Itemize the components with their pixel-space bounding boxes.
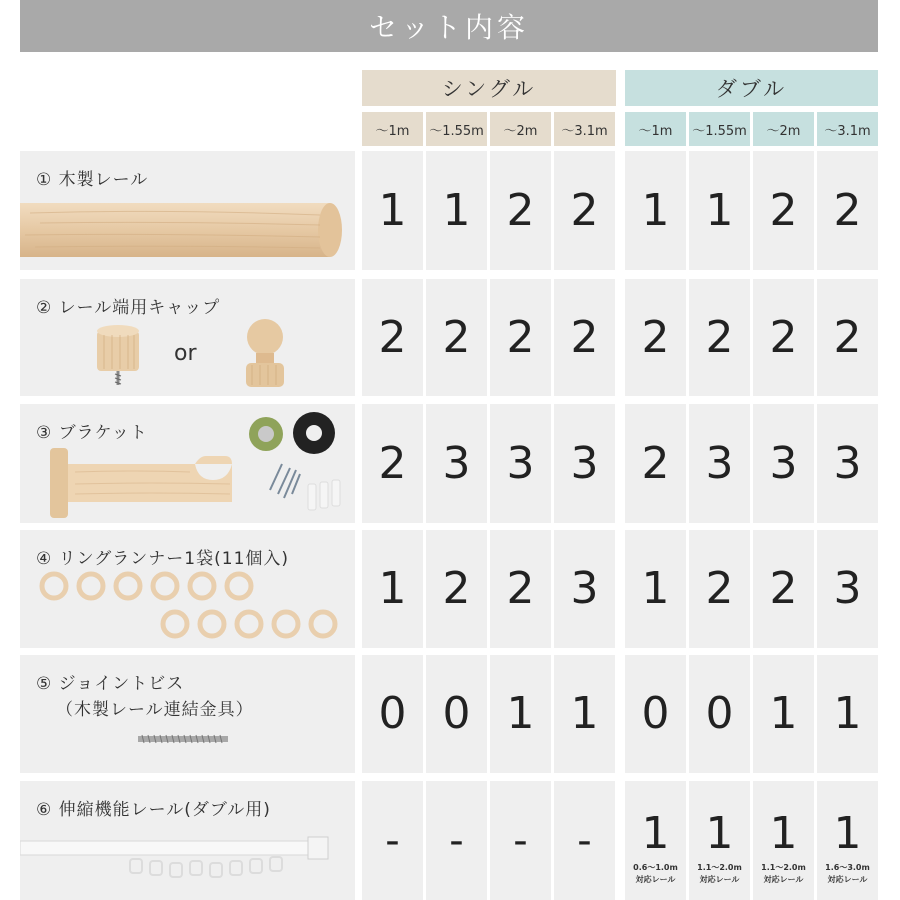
quantity-value: 0 bbox=[442, 688, 471, 739]
quantity-cell bbox=[817, 781, 878, 900]
quantity-cell bbox=[362, 530, 423, 648]
quantity-value: 3 bbox=[506, 437, 535, 489]
quantity-value: 0 bbox=[705, 688, 734, 739]
quantity-cell bbox=[426, 404, 487, 523]
quantity-cell bbox=[817, 655, 878, 773]
quantity-cell bbox=[625, 151, 686, 270]
item-label: ② レール端用キャップ bbox=[36, 298, 221, 318]
quantity-cell bbox=[689, 404, 750, 523]
quantity-cell bbox=[426, 781, 487, 900]
quantity-value: 1 bbox=[769, 688, 798, 739]
quantity-cell bbox=[625, 655, 686, 773]
quantity-value: 2 bbox=[833, 311, 862, 363]
quantity-cell bbox=[753, 279, 814, 396]
quantity-value: 2 bbox=[378, 437, 407, 489]
item-ring-runner bbox=[20, 530, 355, 648]
quantity-cell bbox=[689, 151, 750, 270]
quantity-cell bbox=[753, 655, 814, 773]
rail-range-note: 1.1〜2.0m 対応レール bbox=[761, 863, 806, 884]
item-label: ① 木製レール bbox=[36, 170, 149, 190]
quantity-value: 1 bbox=[641, 563, 670, 614]
size-header: 〜1m bbox=[625, 112, 686, 146]
quantity-value: - bbox=[513, 817, 528, 864]
quantity-cell bbox=[426, 530, 487, 648]
quantity-cell bbox=[753, 781, 814, 900]
single-group-header: シングル bbox=[362, 70, 616, 106]
quantity-value: 3 bbox=[833, 563, 862, 614]
quantity-value: - bbox=[385, 817, 400, 864]
quantity-value: 2 bbox=[570, 184, 599, 236]
item-telescopic-rail bbox=[20, 781, 355, 900]
quantity-cell bbox=[426, 279, 487, 396]
item-label: ④ リングランナー1袋(11個入) bbox=[36, 549, 290, 569]
double-group-header: ダブル bbox=[625, 70, 878, 106]
quantity-cell bbox=[554, 404, 615, 523]
item-joint-screw bbox=[20, 655, 355, 773]
quantity-value: 1 bbox=[641, 808, 670, 859]
quantity-value: 2 bbox=[705, 563, 734, 614]
quantity-cell bbox=[625, 404, 686, 523]
quantity-value: 2 bbox=[378, 311, 407, 363]
size-header: 〜1.55m bbox=[426, 112, 487, 146]
quantity-value: 2 bbox=[641, 437, 670, 489]
quantity-value: 2 bbox=[705, 311, 734, 363]
quantity-value: - bbox=[449, 817, 464, 864]
quantity-cell bbox=[625, 279, 686, 396]
quantity-value: 1 bbox=[705, 808, 734, 859]
quantity-value: 2 bbox=[506, 563, 535, 614]
or-text: or bbox=[174, 341, 197, 366]
quantity-value: 2 bbox=[442, 563, 471, 614]
quantity-cell bbox=[490, 279, 551, 396]
item-label: ⑤ ジョイントビス bbox=[36, 674, 185, 694]
quantity-cell bbox=[490, 151, 551, 270]
quantity-cell bbox=[554, 151, 615, 270]
quantity-value: 1 bbox=[705, 184, 734, 236]
joint-screw-image bbox=[20, 655, 355, 773]
quantity-cell bbox=[753, 530, 814, 648]
quantity-cell bbox=[625, 781, 686, 900]
quantity-value: 2 bbox=[769, 184, 798, 236]
quantity-cell bbox=[554, 781, 615, 900]
quantity-value: 1 bbox=[378, 563, 407, 614]
quantity-value: 0 bbox=[641, 688, 670, 739]
item-sublabel: （木製レール連結金具） bbox=[56, 700, 254, 720]
quantity-cell bbox=[490, 404, 551, 523]
quantity-cell bbox=[753, 404, 814, 523]
quantity-cell bbox=[625, 530, 686, 648]
quantity-cell bbox=[689, 655, 750, 773]
quantity-value: 2 bbox=[506, 184, 535, 236]
size-header: 〜3.1m bbox=[817, 112, 878, 146]
rail-range-note: 0.6〜1.0m 対応レール bbox=[633, 863, 678, 884]
page-title: セット内容 bbox=[20, 0, 878, 52]
item-label: ⑥ 伸縮機能レール(ダブル用) bbox=[36, 800, 271, 820]
quantity-value: 3 bbox=[570, 563, 599, 614]
quantity-cell bbox=[362, 279, 423, 396]
quantity-value: 2 bbox=[641, 311, 670, 363]
quantity-cell bbox=[554, 655, 615, 773]
quantity-cell bbox=[689, 781, 750, 900]
quantity-value: 3 bbox=[705, 437, 734, 489]
item-bracket bbox=[20, 404, 355, 523]
rail-range-note: 1.1〜2.0m 対応レール bbox=[697, 863, 742, 884]
item-wooden-rail bbox=[20, 151, 355, 270]
quantity-cell bbox=[490, 781, 551, 900]
quantity-value: 1 bbox=[769, 808, 798, 859]
quantity-cell bbox=[817, 404, 878, 523]
quantity-value: 1 bbox=[378, 184, 407, 236]
end-cap-image bbox=[20, 279, 355, 396]
quantity-cell bbox=[554, 530, 615, 648]
quantity-cell bbox=[362, 781, 423, 900]
quantity-cell bbox=[689, 530, 750, 648]
quantity-value: 3 bbox=[769, 437, 798, 489]
item-label: ③ ブラケット bbox=[36, 423, 148, 443]
quantity-value: 2 bbox=[506, 311, 535, 363]
telescopic-rail-image bbox=[20, 781, 355, 900]
wooden-rail-image bbox=[20, 151, 355, 270]
quantity-value: 1 bbox=[442, 184, 471, 236]
quantity-value: 1 bbox=[833, 688, 862, 739]
quantity-cell bbox=[817, 279, 878, 396]
quantity-cell bbox=[753, 151, 814, 270]
quantity-value: 1 bbox=[833, 808, 862, 859]
quantity-cell bbox=[689, 279, 750, 396]
quantity-cell bbox=[554, 279, 615, 396]
quantity-value: - bbox=[577, 817, 592, 864]
quantity-value: 2 bbox=[769, 563, 798, 614]
quantity-cell bbox=[817, 530, 878, 648]
quantity-value: 2 bbox=[833, 184, 862, 236]
item-end-cap bbox=[20, 279, 355, 396]
quantity-cell bbox=[426, 151, 487, 270]
size-header: 〜2m bbox=[490, 112, 551, 146]
bracket-image bbox=[20, 404, 355, 523]
quantity-value: 2 bbox=[570, 311, 599, 363]
size-header: 〜1.55m bbox=[689, 112, 750, 146]
ring-runner-image bbox=[20, 530, 355, 648]
size-header: 〜2m bbox=[753, 112, 814, 146]
quantity-cell bbox=[362, 404, 423, 523]
quantity-cell bbox=[490, 530, 551, 648]
quantity-cell bbox=[362, 151, 423, 270]
quantity-value: 1 bbox=[506, 688, 535, 739]
quantity-cell bbox=[362, 655, 423, 773]
quantity-value: 2 bbox=[769, 311, 798, 363]
size-header: 〜1m bbox=[362, 112, 423, 146]
quantity-cell bbox=[490, 655, 551, 773]
quantity-value: 0 bbox=[378, 688, 407, 739]
quantity-value: 3 bbox=[833, 437, 862, 489]
quantity-value: 3 bbox=[570, 437, 599, 489]
quantity-value: 1 bbox=[641, 184, 670, 236]
size-header: 〜3.1m bbox=[554, 112, 615, 146]
quantity-cell bbox=[426, 655, 487, 773]
quantity-value: 3 bbox=[442, 437, 471, 489]
quantity-value: 1 bbox=[570, 688, 599, 739]
quantity-value: 2 bbox=[442, 311, 471, 363]
quantity-cell bbox=[817, 151, 878, 270]
rail-range-note: 1.6〜3.0m 対応レール bbox=[825, 863, 870, 884]
